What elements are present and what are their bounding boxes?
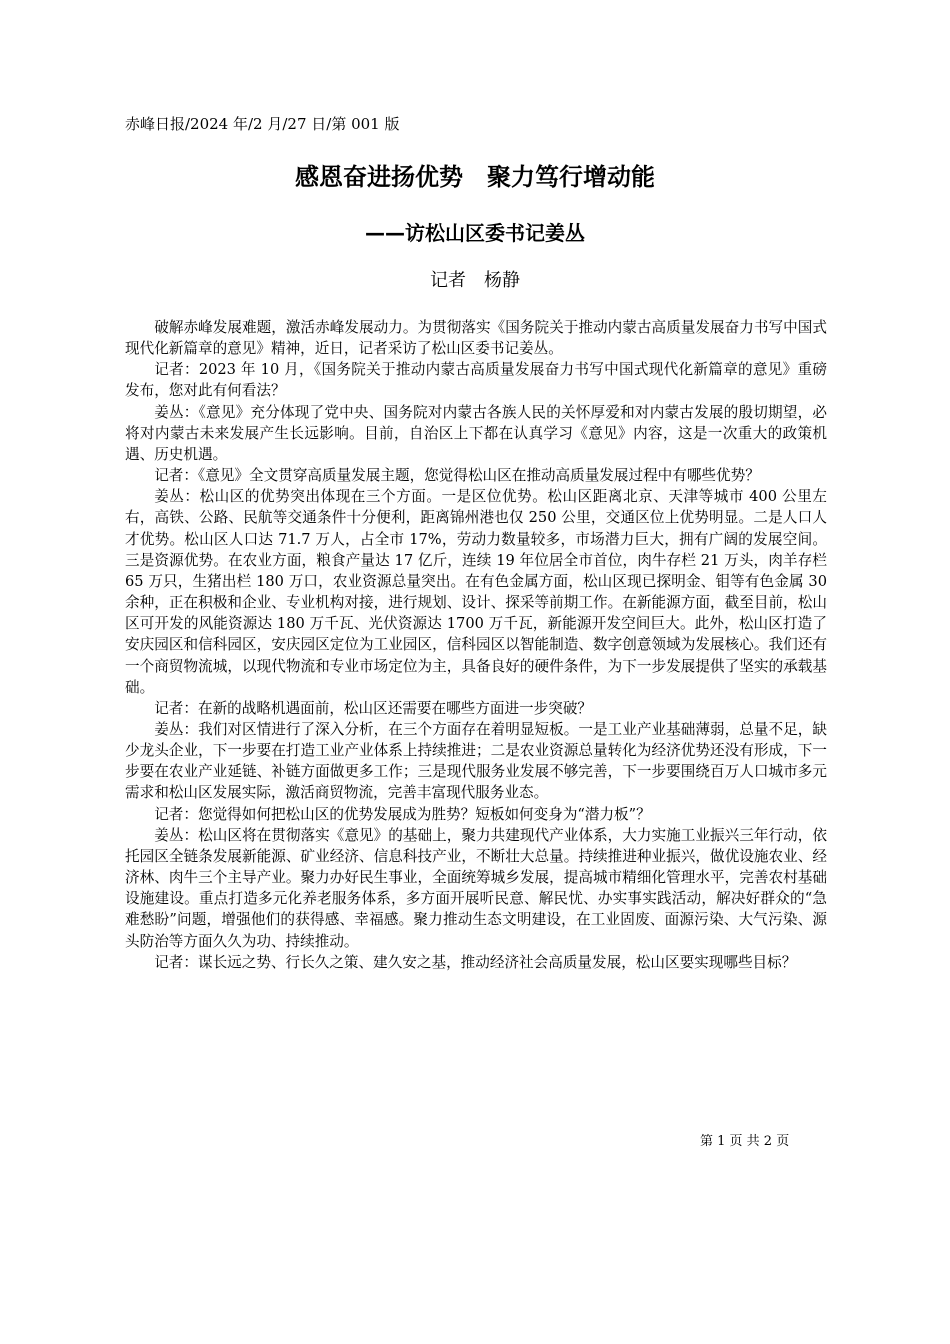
paragraph: 破解赤峰发展难题，激活赤峰发展动力。为贯彻落实《国务院关于推动内蒙古高质量发展奋力书写中国式现代化新篇章的意见》精神，近日，记者采访了松山区委书记姜丛。 xyxy=(125,319,827,358)
article-title: 感恩奋进扬优势 聚力笃行增动能 xyxy=(295,163,655,191)
paragraph: 记者：2023 年 10 月，《国务院关于推动内蒙古高质量发展奋力书写中国式现代化新篇章的意见》重磅发布，您对此有何看法？ xyxy=(125,361,827,400)
page-number: 第 1 页 共 2 页 xyxy=(700,1134,790,1149)
paragraph: 姜丛：《意见》充分体现了党中央、国务院对内蒙古各族人民的关怀厚爱和对内蒙古发展的殷切期望，必将对内蒙古未来发展产生长远影响。目前，自治区上下都在认真学习《意见》内容，这是一次重大的政策机遇、历史机遇。 xyxy=(125,403,827,463)
byline: 记者 杨静 xyxy=(430,270,520,291)
article-body xyxy=(125,317,827,973)
source-line: 赤峰日报/2024 年/2 月/27 日/第 001 版 xyxy=(125,115,400,133)
paragraph: 记者：谋长远之势、行长久之策、建久安之基，推动经济社会高质量发展，松山区要实现哪些目标？ xyxy=(154,953,797,971)
paragraph: 记者：在新的战略机遇面前，松山区还需要在哪些方面进一步突破？ xyxy=(154,699,593,717)
paragraph: 姜丛：我们对区情进行了深入分析，在三个方面存在着明显短板。一是工业产业基础薄弱，总量不足，缺少龙头企业，下一步要在打造工业产业体系上持续推进；二是农业资源总量转化为经济优势还没有形成，下一步要在农业产业延链、补链方面做更多工作；三是现代服务业发展不够完善，下一步要围绕百万人口城市多元需求和松山区发展实际，激活商贸物流，完善丰富现代服务业态。 xyxy=(125,720,827,802)
paragraph: 记者：《意见》全文贯穿高质量发展主题，您觉得松山区在推动高质量发展过程中有哪些优势？ xyxy=(154,467,760,485)
paragraph: 姜丛：松山区的优势突出体现在三个方面。一是区位优势。松山区距离北京、天津等城市 400 公里左右，高铁、公路、民航等交通条件十分便利，距离锦州港也仅 250 公里，交通区位上优势明显。二是人口人才优势。松山区人口达 71.7 万人，占全市 17%，劳动力数量较多，市场潜力巨大，拥有广阔的发展空间。三是资源优势。在农业方面，粮食产量达 17 亿斤，连续 19 年位居全市首位，肉牛存栏 21 万头，肉羊存栏 65 万只，生猪出栏 180 万口，农业资源总量突出。在有色金属方面，松山区现已探明金、钼等有色金属 30 余种，正在积极和企业、专业机构对接，进行规划、设计、探采等前期工作。在新能源方面，截至目前，松山区可开发的风能资源达 180 万千瓦、光伏资源达 1700 万千瓦，新能源开发空间巨大。此外，松山区打造了安庆园区和信科园区，安庆园区定位为工业园区，信科园区以智能制造、数字创意领域为发展核心。我们还有一个商贸物流城，以现代物流和专业市场定位为主，具备良好的硬件条件，为下一步发展提供了坚实的承载基础。 xyxy=(125,488,827,696)
article-subtitle: ——访松山区委书记姜丛 xyxy=(365,221,585,245)
paragraph: 姜丛：松山区将在贯彻落实《意见》的基础上，聚力共建现代产业体系，大力实施工业振兴三年行动，依托园区全链条发展新能源、矿业经济、信息科技产业，不断壮大总量。持续推进种业振兴，做优设施农业、经济林、肉牛三个主导产业。聚力办好民生事业，全面统筹城乡发展，提高城市精细化管理水平，完善农村基础设施建设。重点打造多元化养老服务体系，多方面开展听民意、解民忧、办实事实践活动，解决好群众的“急难愁盼”问题，增强他们的获得感、幸福感。聚力推动生态文明建设，在工业固废、面源污染、大气污染、源头防治等方面久久为功、持续推动。 xyxy=(125,826,827,950)
paragraph: 记者：您觉得如何把松山区的优势发展成为胜势？短板如何变身为“潜力板”？ xyxy=(154,805,651,823)
